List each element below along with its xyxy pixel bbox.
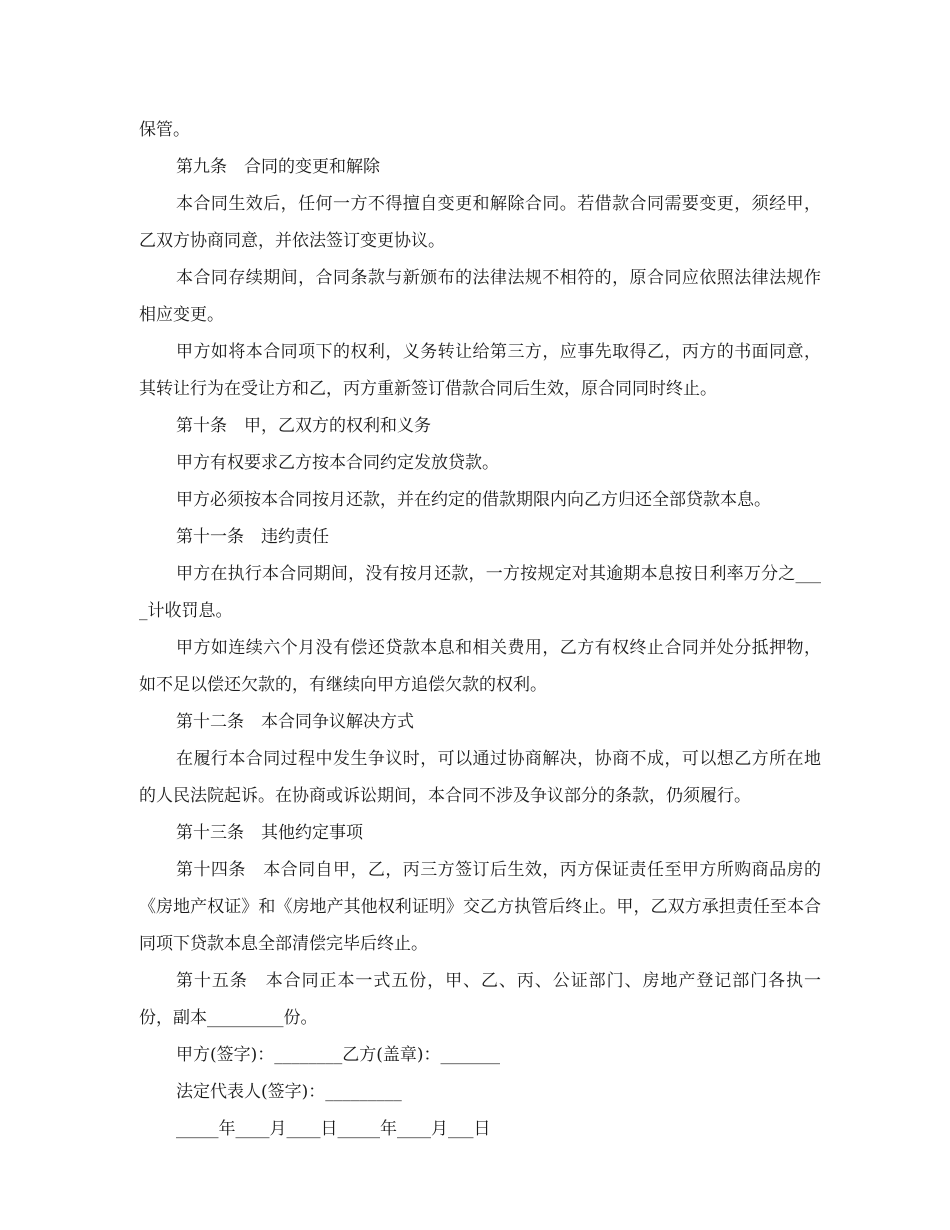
section-heading: 第十一条 违约责任	[176, 527, 329, 547]
body-paragraph: 甲方有权要求乙方按本合同约定发放贷款。	[176, 453, 499, 473]
section-heading: 第十三条 其他约定事项	[176, 823, 363, 843]
section-heading: 第十二条 本合同争议解决方式	[176, 712, 414, 732]
signature-line2: 法定代表人(签字)：_________	[176, 1082, 402, 1102]
document-page	[139, 112, 821, 1148]
body-paragraph: 第十五条 本合同正本一式五份，甲、乙、丙、公证部门、房地产登记部门各执一份，副本_________份。	[139, 971, 821, 1028]
body-paragraph: 第十四条 本合同自甲，乙，丙三方签订后生效，丙方保证责任至甲方所购商品房的《房地产权证》和《房地产其他权利证明》交乙方执管后终止。甲，乙双方承担责任至本合同项下贷款本息全部清偿完毕后终止。	[139, 860, 821, 954]
body-paragraph: 本合同存续期间，合同条款与新颁布的法律法规不相符的，原合同应依照法律法规作相应变更。	[139, 268, 821, 325]
signature-line1: 甲方(签字)：________乙方(盖章)：_______	[176, 1045, 501, 1065]
body-paragraph: 本合同生效后，任何一方不得擅自变更和解除合同。若借款合同需要变更，须经甲，乙双方协商同意，并依法签订变更协议。	[139, 194, 821, 251]
section-heading: 第十条 甲，乙双方的权利和义务	[176, 416, 431, 436]
body-paragraph: 保管。	[139, 120, 190, 140]
body-paragraph: 甲方必须按本合同按月还款，并在约定的借款期限内向乙方归还全部贷款本息。	[176, 490, 771, 510]
signature-line3: _____年____月____日_____年____月___日	[176, 1119, 491, 1139]
body-paragraph: 甲方如连续六个月没有偿还贷款本息和相关费用，乙方有权终止合同并处分抵押物，如不足以偿还欠款的，有继续向甲方追偿欠款的权利。	[139, 638, 821, 695]
section-heading: 第九条 合同的变更和解除	[176, 157, 380, 177]
body-paragraph: 在履行本合同过程中发生争议时，可以通过协商解决，协商不成，可以想乙方所在地的人民法院起诉。在协商或诉讼期间，本合同不涉及争议部分的条款，仍须履行。	[139, 749, 821, 806]
body-paragraph: 甲方如将本合同项下的权利，义务转让给第三方，应事先取得乙，丙方的书面同意，其转让行为在受让方和乙，丙方重新签订借款合同后生效，原合同同时终止。	[139, 342, 821, 399]
body-paragraph: 甲方在执行本合同期间，没有按月还款，一方按规定对其逾期本息按日利率万分之____计收罚息。	[139, 564, 821, 621]
